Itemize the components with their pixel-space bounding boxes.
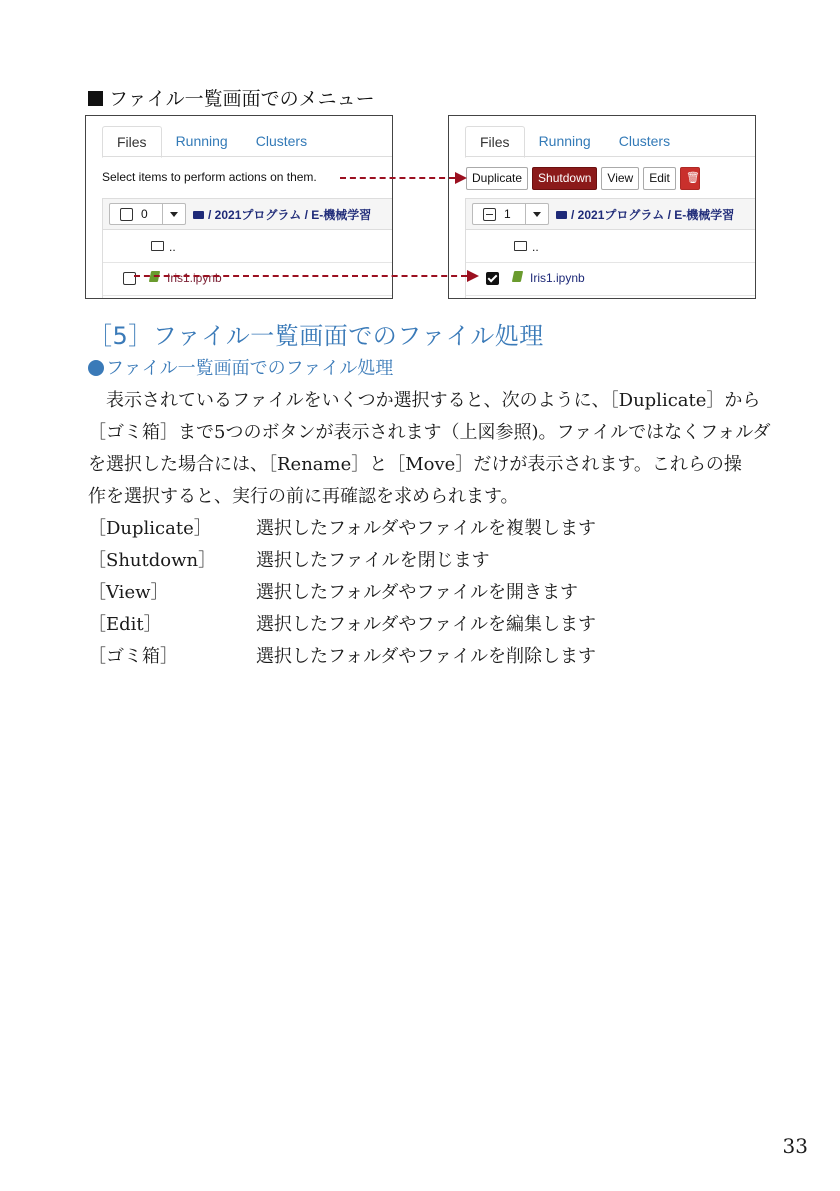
circle-bullet-icon [88, 360, 104, 376]
breadcrumb[interactable]: / 2021プログラム / E-機械学習 [556, 206, 734, 223]
definition-desc: 選択したフォルダやファイルを開きます [256, 582, 579, 603]
arrowhead-icon [467, 270, 479, 282]
definition-desc: 選択したフォルダやファイルを複製します [256, 518, 597, 539]
list-item[interactable] [103, 263, 392, 296]
shutdown-button[interactable]: Shutdown [532, 167, 597, 190]
square-bullet-icon [88, 91, 103, 106]
definition-desc: 選択したフォルダやファイルを編集します [256, 614, 597, 635]
tab-files[interactable]: Files [102, 126, 162, 158]
action-buttons [466, 167, 700, 190]
selection-hint: Select items to perform actions on them. [102, 170, 317, 184]
section-title: ［5］ファイル一覧画面でのファイル処理 [88, 322, 544, 350]
select-all-checkbox[interactable] [483, 208, 496, 221]
select-all-dropdown[interactable] [109, 203, 186, 225]
parent-dir-link[interactable]: .. [169, 240, 176, 254]
caret-down-icon[interactable] [525, 204, 548, 224]
parent-dir-link[interactable]: .. [532, 240, 539, 254]
paragraph-line: を選択した場合には、［Rename］と［Move］だけが表示されます。これらの操 [88, 454, 742, 475]
arrowhead-icon [455, 172, 467, 184]
tab-clusters[interactable]: Clusters [255, 133, 308, 149]
definition-term: ［View］ [88, 582, 169, 603]
definition-term: ［Shutdown］ [88, 550, 217, 571]
caret-down-icon[interactable] [162, 204, 185, 224]
list-item[interactable] [466, 263, 755, 296]
arrow-hint-to-buttons [340, 177, 455, 179]
definition-desc: 選択したファイルを閉じます [256, 550, 490, 571]
tab-bar [465, 126, 684, 156]
folder-icon [193, 211, 204, 219]
folder-outline-icon [514, 241, 527, 251]
paragraph-line: 作を選択すると、実行の前に再確認を求められます。 [88, 486, 519, 507]
definition-desc: 選択したフォルダやファイルを削除します [256, 646, 597, 667]
tab-files[interactable]: Files [465, 126, 525, 158]
tab-divider [465, 156, 755, 157]
view-button[interactable]: View [601, 167, 639, 190]
list-item[interactable] [466, 230, 755, 263]
folder-outline-icon [151, 241, 164, 251]
list-item[interactable] [103, 230, 392, 263]
list-header [466, 199, 755, 230]
duplicate-button[interactable]: Duplicate [466, 167, 528, 190]
list-header [103, 199, 392, 230]
definition-term: ［Edit］ [88, 614, 162, 635]
select-all-dropdown[interactable] [472, 203, 549, 225]
file-checkbox[interactable] [486, 272, 499, 285]
file-link[interactable]: Iris1.ipynb [530, 271, 585, 285]
definition-term: ［ゴミ箱］ [88, 646, 178, 667]
notebook-icon [512, 271, 523, 282]
definition-term: ［Duplicate］ [88, 518, 212, 539]
selected-count: 1 [504, 207, 511, 221]
edit-button[interactable]: Edit [643, 167, 676, 190]
tab-running[interactable]: Running [538, 133, 591, 149]
tab-running[interactable]: Running [175, 133, 228, 149]
trash-icon[interactable]: 🗑 [680, 167, 700, 190]
tab-clusters[interactable]: Clusters [618, 133, 671, 149]
left-screenshot-panel [85, 115, 393, 299]
right-screenshot-panel [448, 115, 756, 299]
paragraph-line: 表示されているファイルをいくつか選択すると、次のように、［Duplicate］から [88, 390, 761, 411]
arrow-file-to-checked [134, 275, 467, 277]
figure-heading: ファイル一覧画面でのメニュー [88, 84, 375, 111]
selected-count: 0 [141, 207, 148, 221]
file-list [465, 198, 756, 299]
file-checkbox[interactable] [123, 272, 136, 285]
subsection-title: ファイル一覧画面でのファイル処理 [88, 354, 393, 380]
paragraph-line: ［ゴミ箱］まで5つのボタンが表示されます（上図参照)。ファイルではなくフォルダ [88, 422, 771, 443]
tab-divider [102, 156, 392, 157]
folder-icon [556, 211, 567, 219]
page-number: 33 [782, 1134, 808, 1158]
file-link[interactable]: Iris1.ipynb [167, 271, 222, 285]
select-all-checkbox[interactable] [120, 208, 133, 221]
breadcrumb[interactable]: / 2021プログラム / E-機械学習 [193, 206, 371, 223]
tab-bar [102, 126, 321, 156]
file-list [102, 198, 393, 299]
